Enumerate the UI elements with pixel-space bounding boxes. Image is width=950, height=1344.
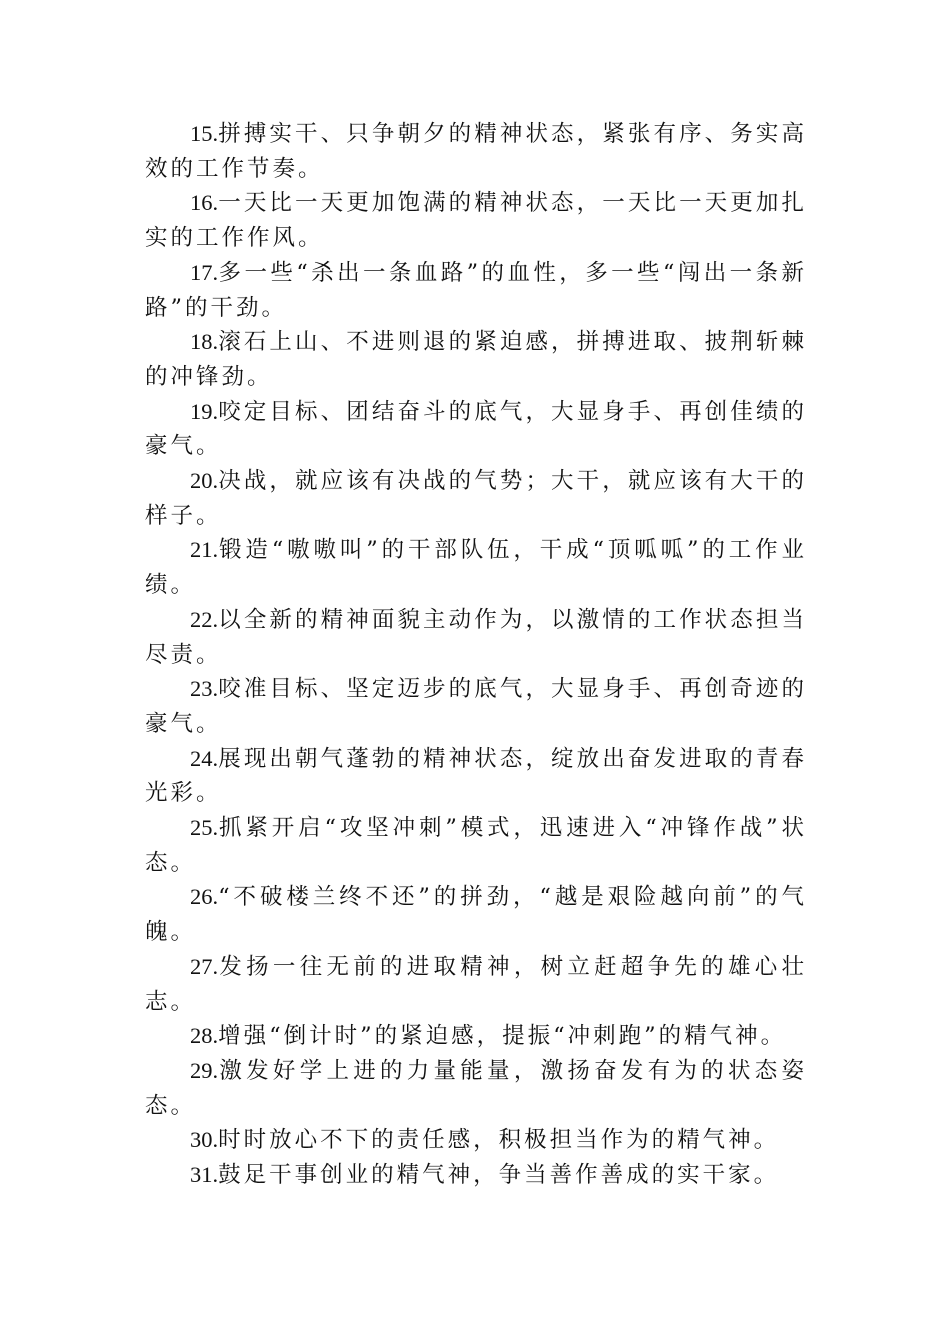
list-item [145, 1158, 807, 1193]
item-text: 多一些“杀出一条血路”的血性，多一些“闯出一条新路”的干劲。 [145, 259, 807, 321]
item-text: 时时放心不下的责任感，积极担当作为的精气神。 [218, 1127, 780, 1154]
list-item [145, 186, 807, 255]
item-text: 锻造“嗷嗷叫”的干部队伍，干成“顶呱呱”的工作业绩。 [145, 537, 807, 599]
document-body [145, 117, 807, 1193]
list-item [145, 117, 807, 186]
list-item [145, 742, 807, 811]
item-text: 激发好学上进的力量能量，激扬奋发有为的状态姿态。 [145, 1057, 807, 1119]
item-text: 拼搏实干、只争朝夕的精神状态，紧张有序、务实高效的工作节奏。 [145, 121, 807, 182]
item-number: 22. [190, 606, 219, 632]
list-item [145, 256, 807, 325]
list-item [145, 1054, 807, 1123]
item-number: 23. [190, 676, 219, 702]
list-item [145, 1123, 807, 1158]
list-item [145, 603, 807, 672]
item-number: 16. [190, 190, 219, 216]
item-text: 增强“倒计时”的紧迫感，提振“冲刺跑”的精气神。 [218, 1023, 787, 1050]
item-text: 决战，就应该有决战的气势；大干，就应该有大干的样子。 [145, 468, 807, 529]
list-item [145, 672, 807, 741]
item-text: 鼓足干事创业的精气神，争当善作善成的实干家。 [218, 1162, 780, 1189]
item-number: 24. [190, 745, 219, 771]
item-text: 滚石上山、不进则退的紧迫感，拼搏进取、披荆斩棘的冲锋劲。 [145, 329, 807, 390]
list-item [145, 811, 807, 880]
item-number: 20. [190, 468, 219, 494]
item-number: 27. [190, 953, 219, 979]
item-text: 一天比一天更加饱满的精神状态，一天比一天更加扎实的工作作风。 [145, 190, 807, 252]
list-item [145, 325, 807, 394]
list-item [145, 1019, 807, 1054]
item-number: 17. [190, 259, 219, 285]
item-number: 21. [190, 537, 219, 563]
item-number: 15. [190, 121, 219, 146]
item-text: “不破楼兰终不还”的拼劲，“越是艰险越向前”的气魄。 [145, 884, 807, 946]
item-text: 展现出朝气蓬勃的精神状态，绽放出奋发进取的青春光彩。 [145, 745, 807, 807]
item-number: 30. [190, 1127, 219, 1153]
item-number: 29. [190, 1057, 219, 1083]
list-item [145, 533, 807, 602]
item-text: 咬准目标、坚定迈步的底气，大显身手、再创奇迹的豪气。 [145, 676, 807, 737]
list-item [145, 880, 807, 949]
item-text: 发扬一往无前的进取精神，树立赶超争先的雄心壮志。 [145, 953, 807, 1015]
item-number: 25. [190, 815, 219, 841]
item-number: 18. [190, 329, 219, 355]
list-item [145, 464, 807, 533]
item-text: 抓紧开启“攻坚冲刺”模式，迅速进入“冲锋作战”状态。 [145, 815, 807, 876]
item-number: 26. [190, 884, 219, 910]
item-number: 31. [190, 1162, 219, 1188]
item-text: 咬定目标、团结奋斗的底气，大显身手、再创佳绩的豪气。 [145, 398, 807, 460]
list-item [145, 395, 807, 464]
item-number: 19. [190, 398, 219, 424]
item-number: 28. [190, 1023, 219, 1049]
list-item [145, 950, 807, 1019]
item-text: 以全新的精神面貌主动作为，以激情的工作状态担当尽责。 [145, 606, 807, 668]
